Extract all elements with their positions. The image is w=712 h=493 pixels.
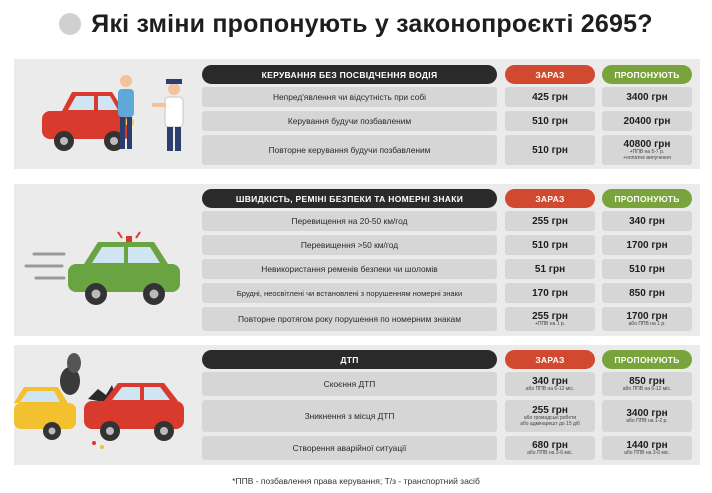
proposed-header: ПРОПОНУЮТЬ [602,189,692,208]
proposed-note: +ППВ на 5-7 р. [629,148,665,155]
row-label: Зникнення з місця ДТП [202,400,497,432]
proposed-value: 1440 грн [626,439,668,451]
row-label: Повторне протягом року порушення по номерним знакам [202,307,497,331]
proposed-value-cell [602,235,692,255]
now-value-cell [505,372,595,396]
section-3-header: ДТП [202,350,497,369]
now-value: 425 грн [532,91,568,103]
proposed-value: 850 грн [629,375,665,387]
proposed-value: 340 грн [629,215,665,227]
proposed-value-cell [602,400,692,432]
car-crash-illustration-icon [14,345,204,465]
row-label: Брудні, неосвітлені чи встановлені з порушенням номерні знаки [202,283,497,303]
proposed-value-cell [602,372,692,396]
row-label: Керування будучи позбавленим [202,111,497,131]
now-value-cell [505,400,595,432]
proposed-note: або ППВ на 1 р. [628,320,666,327]
proposed-value-cell [602,87,692,107]
section-2-header: ШВИДКІСТЬ, РЕМІНІ БЕЗПЕКИ ТА НОМЕРНІ ЗНАКИ [202,189,497,208]
row-label: Повторне керування будучи позбавленим [202,135,497,165]
now-header: ЗАРАЗ [505,189,595,208]
now-value: 51 грн [534,263,566,275]
proposed-header: ПРОПОНУЮТЬ [602,350,692,369]
now-header: ЗАРАЗ [505,350,595,369]
row-label: Непред'явлення чи відсутність при собі [202,87,497,107]
row-label: Перевищення на 20-50 км/год [202,211,497,231]
now-value-cell [505,307,595,331]
proposed-header: ПРОПОНУЮТЬ [602,65,692,84]
now-value: 340 грн [532,375,568,387]
now-value: 510 грн [532,144,568,156]
title-text: Які зміни пропонують у законопроєкті 2695? [91,9,653,38]
section-accident [14,345,700,465]
page-title [0,6,712,42]
logo-icon [59,13,81,35]
now-value: 255 грн [532,310,568,322]
section-speed [14,184,700,336]
now-value-cell [505,111,595,131]
now-value-cell [505,211,595,231]
police-stop-illustration-icon [14,59,204,169]
now-value: 510 грн [532,115,568,127]
now-value-cell [505,87,595,107]
section-1-header: КЕРУВАННЯ БЕЗ ПОСВІДЧЕННЯ ВОДІЯ [202,65,497,84]
footnote: *ППВ - позбавлення права керування; Т/з - транспортний засіб [232,476,480,486]
row-label: Створення аварійної ситуації [202,436,497,460]
proposed-value: 3400 грн [626,91,668,103]
proposed-value: 20400 грн [623,115,671,127]
proposed-value-cell [602,436,692,460]
now-note: або ППВ на 6-12 міс. [525,385,575,392]
proposed-note: або ППВ на 6-12 міс. [622,385,672,392]
now-value: 170 грн [532,287,568,299]
now-value-cell [505,259,595,279]
proposed-value-cell [602,259,692,279]
proposed-value: 1700 грн [626,310,668,322]
now-note: або адмінарешт до 15 діб [520,420,580,427]
proposed-note: або ППВ на 1-2 р. [626,417,668,424]
proposed-value: 3400 грн [626,407,668,419]
row-label: Невикористання ременів безпеки чи шоломів [202,259,497,279]
proposed-value: 40800 грн [623,138,671,150]
now-value: 255 грн [532,404,568,416]
proposed-value-cell [602,135,692,165]
now-value: 510 грн [532,239,568,251]
proposed-value-cell [602,283,692,303]
proposed-value-cell [602,211,692,231]
row-label: Перевищення >50 км/год [202,235,497,255]
row-label: Скоєння ДТП [202,372,497,396]
now-value: 255 грн [532,215,568,227]
now-note: +ППВ на 1 р. [534,320,566,327]
now-note: або ППВ на 3-6 міс. [527,449,573,456]
proposed-value: 1700 грн [626,239,668,251]
now-note: або громадські роботи [523,414,577,421]
proposed-note: або ППВ на 3-6 міс. [624,449,670,456]
now-value-cell [505,235,595,255]
now-value-cell [505,135,595,165]
section-license [14,59,700,169]
proposed-value-cell [602,307,692,331]
now-value-cell [505,436,595,460]
now-header: ЗАРАЗ [505,65,595,84]
now-value: 680 грн [532,439,568,451]
speeding-car-illustration-icon [14,184,204,336]
proposed-value: 510 грн [629,263,665,275]
proposed-note: +оплатне вилучення [623,154,671,161]
proposed-value: 850 грн [629,287,665,299]
proposed-value-cell [602,111,692,131]
now-value-cell [505,283,595,303]
